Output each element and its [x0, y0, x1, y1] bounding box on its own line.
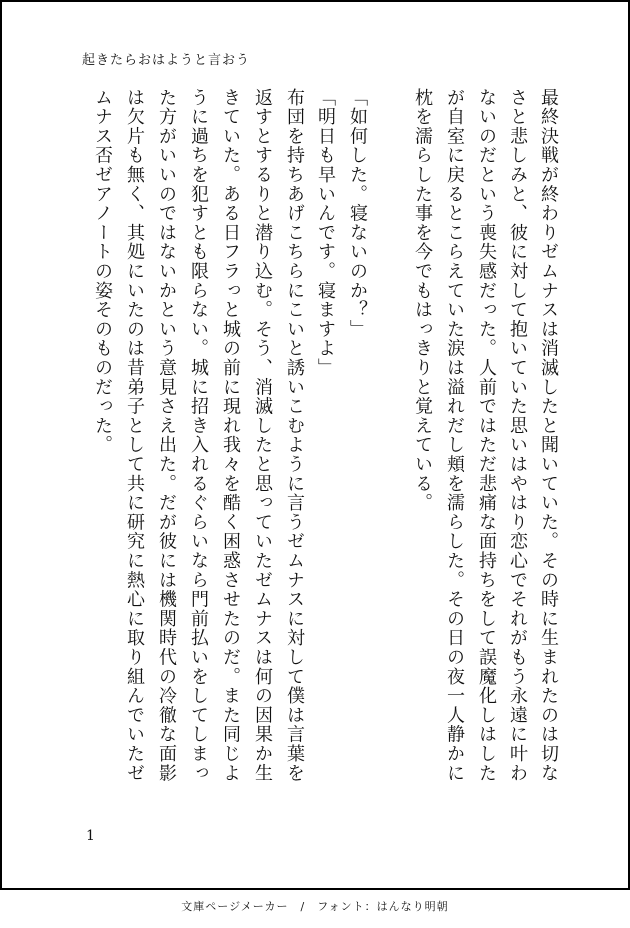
body-line: 返すとするりと潜り込む。そう、消滅したと思っていたゼムナスは何の因果か生: [252, 88, 273, 783]
body-line: ムナス否ゼアノートの姿そのものだった。: [92, 88, 113, 455]
body-line: 布団を持ちあげこちらにこいと誘いこむように言うゼムナスに対して僕は言葉を: [284, 88, 305, 783]
body-line: きていた。ある日フラっと城の前に現れ我々を酷く困惑させたのだ。また同じよ: [220, 88, 241, 783]
body-line: 最終決戦が終わりゼムナスは消滅したと聞いていた。その時に生まれたのは切な: [538, 88, 559, 783]
body-line: うに過ちを犯すとも限らない。城に招き入れるぐらいなら門前払いをしてしまっ: [188, 88, 209, 783]
body-line: ないのだという喪失感だった。人前ではただ悲痛な面持ちをして誤魔化しはした: [476, 88, 497, 783]
body-line: さと悲しみと、彼に対して抱いていた思いはやはり恋心でそれがもう永遠に叶わ: [507, 88, 528, 783]
body-line: が自室に戻るとこらえていた涙は溢れだし頬を濡らした。その日の夜一人静かに: [444, 88, 465, 783]
body-line: た方がいいのではないかという意見さえ出た。だが彼には機関時代の冷徹な面影: [156, 88, 177, 783]
footer-credit: 文庫ページメーカー / フォント：はんなり明朝: [181, 900, 449, 913]
body-line: 枕を濡らした事を今でもはっきりと覚えている。: [412, 88, 433, 513]
running-title: 起きたらおはようと言おう: [82, 53, 251, 68]
page-number: 1: [86, 828, 95, 844]
dialogue-line: 「明日も早いんです。寝ますよ」: [315, 88, 336, 378]
dialogue-line: 「如何した。寝ないのか？」: [347, 88, 368, 339]
body-line: は欠片も無く、其処にいたのは昔弟子として共に研究に熱心に取り組んでいたゼ: [124, 88, 145, 783]
